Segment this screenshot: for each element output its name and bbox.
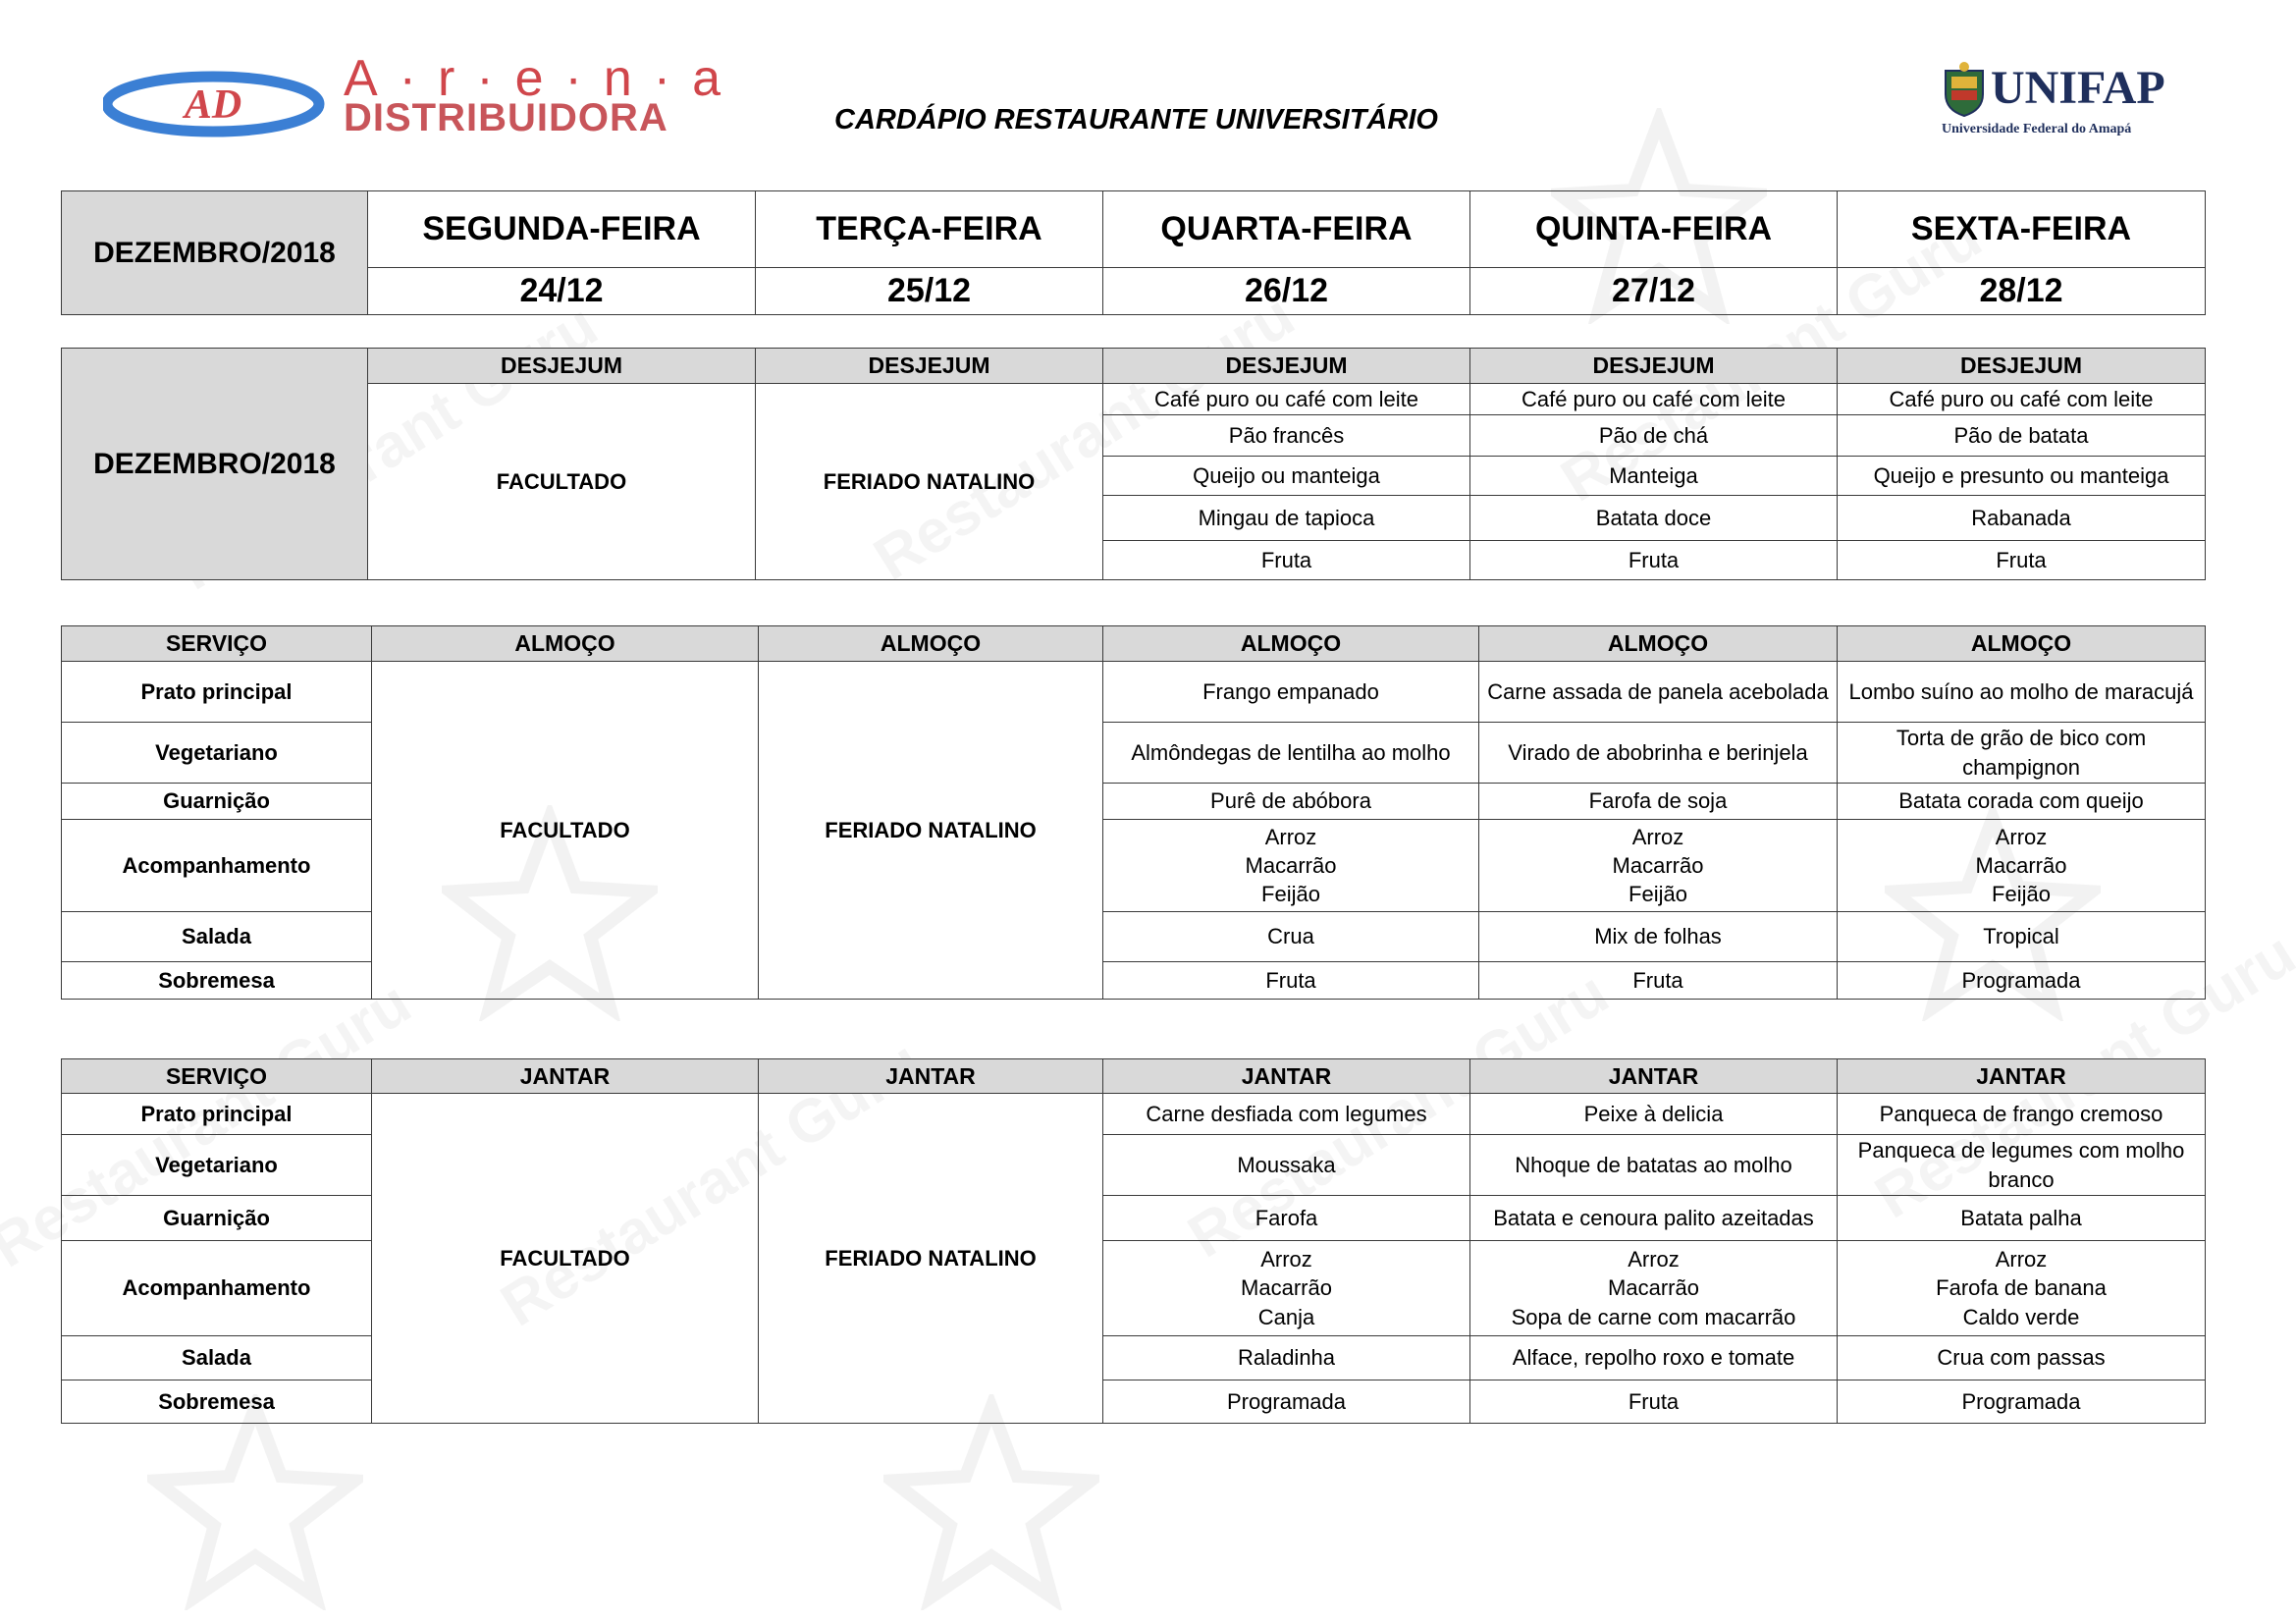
arena-swoosh-icon [103,65,329,143]
breakfast-table [61,348,2206,580]
dinner-item: Batata e cenoura palito azeitadas [1470,1196,1838,1241]
dinner-service-header: SERVIÇO [62,1059,372,1094]
dinner-item-line: Arroz [1260,1247,1312,1272]
breakfast-header-fri: DESJEJUM [1838,349,2206,384]
breakfast-item: Pão francês [1103,415,1470,457]
week-header-table [61,190,2206,315]
lunch-service-header: SERVIÇO [62,626,372,662]
lunch-item-line: Arroz [1631,824,1684,849]
lunch-service-label: Guarnição [62,784,372,820]
dinner-item: Carne desfiada com legumes [1103,1094,1470,1135]
dinner-item: Moussaka [1103,1135,1470,1196]
dinner-service-label: Acompanhamento [62,1241,372,1336]
watermark-star-icon [883,1394,1099,1610]
lunch-item-stack [1479,820,1838,912]
dinner-tue-closed: FERIADO NATALINO [759,1094,1103,1424]
breakfast-item: Queijo ou manteiga [1103,457,1470,496]
breakfast-tue-closed: FERIADO NATALINO [756,384,1103,580]
lunch-item-line: Arroz [1995,824,2048,849]
dinner-item-line: Macarrão [1608,1275,1699,1301]
breakfast-header-mon: DESJEJUM [368,349,756,384]
lunch-item: Frango empanado [1103,662,1479,723]
arena-mark: AD [184,82,242,128]
lunch-item-line: Feijão [1992,882,2051,907]
lunch-item-stack [1103,820,1479,912]
breakfast-header-thu: DESJEJUM [1470,349,1838,384]
breakfast-item: Batata doce [1470,496,1838,541]
dinner-service-label: Guarnição [62,1196,372,1241]
arena-sub: DISTRIBUIDORA [344,96,668,139]
lunch-header-thu: ALMOÇO [1479,626,1838,662]
dinner-header-thu: JANTAR [1470,1059,1838,1094]
dinner-item: Alface, repolho roxo e tomate [1470,1336,1838,1380]
lunch-item: Batata corada com queijo [1838,784,2206,820]
breakfast-item: Café puro ou café com leite [1470,384,1838,415]
dinner-item-line: Macarrão [1241,1275,1332,1301]
month-label: DEZEMBRO/2018 [62,191,368,315]
dinner-header-tue: JANTAR [759,1059,1103,1094]
dinner-item-line: Canja [1257,1304,1315,1329]
dinner-item: Programada [1103,1380,1470,1424]
breakfast-item: Café puro ou café com leite [1103,384,1470,415]
dinner-item: Panqueca de legumes com molho branco [1838,1135,2206,1196]
lunch-item-line: Macarrão [1975,852,2067,878]
lunch-service-label: Sobremesa [62,962,372,1000]
dinner-service-label: Salada [62,1336,372,1380]
breakfast-item: Manteiga [1470,457,1838,496]
dinner-item-stack [1838,1241,2206,1336]
lunch-header-mon: ALMOÇO [372,626,759,662]
lunch-header-wed: ALMOÇO [1103,626,1479,662]
dinner-service-label: Vegetariano [62,1135,372,1196]
breakfast-item: Fruta [1838,541,2206,580]
day-date-wed: 26/12 [1103,268,1470,315]
lunch-tue-closed: FERIADO NATALINO [759,662,1103,1000]
dinner-service-label: Sobremesa [62,1380,372,1424]
day-date-tue: 25/12 [756,268,1103,315]
lunch-item: Programada [1838,962,2206,1000]
lunch-item-line: Arroz [1264,824,1317,849]
lunch-header-fri: ALMOÇO [1838,626,2206,662]
dinner-item: Farofa [1103,1196,1470,1241]
dinner-item: Raladinha [1103,1336,1470,1380]
dinner-item-line: Farofa de banana [1936,1275,2107,1301]
day-name-tue: TERÇA-FEIRA [756,191,1103,268]
lunch-service-label: Acompanhamento [62,820,372,912]
dinner-item: Programada [1838,1380,2206,1424]
unifap-logo [1942,59,2187,147]
lunch-item: Fruta [1479,962,1838,1000]
dinner-item-line: Arroz [1995,1247,2048,1272]
unifap-name: UNIFAP [1991,62,2165,114]
lunch-item: Fruta [1103,962,1479,1000]
lunch-item: Mix de folhas [1479,912,1838,962]
lunch-service-label: Salada [62,912,372,962]
breakfast-mon-closed: FACULTADO [368,384,756,580]
dinner-item: Panqueca de frango cremoso [1838,1094,2206,1135]
breakfast-item: Fruta [1103,541,1470,580]
lunch-item-line: Feijão [1629,882,1687,907]
unifap-crest-icon [1942,61,1987,118]
lunch-item: Crua [1103,912,1479,962]
lunch-item: Torta de grão de bico com champignon [1838,723,2206,784]
breakfast-item: Pão de batata [1838,415,2206,457]
breakfast-item: Café puro ou café com leite [1838,384,2206,415]
dinner-header-wed: JANTAR [1103,1059,1470,1094]
lunch-item: Farofa de soja [1479,784,1838,820]
arena-word: A·r·e·n·a [344,50,743,107]
dinner-item: Nhoque de batatas ao molho [1470,1135,1838,1196]
lunch-service-label: Prato principal [62,662,372,723]
dinner-item-line: Sopa de carne com macarrão [1511,1304,1796,1329]
day-date-fri: 28/12 [1838,268,2206,315]
lunch-item: Tropical [1838,912,2206,962]
day-name-thu: QUINTA-FEIRA [1470,191,1838,268]
breakfast-item: Rabanada [1838,496,2206,541]
dinner-item-line: Caldo verde [1962,1304,2080,1329]
dinner-header-mon: JANTAR [372,1059,759,1094]
lunch-item-stack [1838,820,2206,912]
dinner-item-stack [1470,1241,1838,1336]
day-date-mon: 24/12 [368,268,756,315]
dinner-item: Fruta [1470,1380,1838,1424]
dinner-item-stack [1103,1241,1470,1336]
page-title: CARDÁPIO RESTAURANTE UNIVERSITÁRIO [834,104,1438,135]
lunch-table [61,625,2206,1000]
dinner-item: Crua com passas [1838,1336,2206,1380]
watermark-star-icon [147,1394,363,1610]
dinner-header-fri: JANTAR [1838,1059,2206,1094]
dinner-mon-closed: FACULTADO [372,1094,759,1424]
lunch-service-label: Vegetariano [62,723,372,784]
breakfast-item: Mingau de tapioca [1103,496,1470,541]
breakfast-month-label: DEZEMBRO/2018 [62,349,368,580]
lunch-item: Virado de abobrinha e berinjela [1479,723,1838,784]
breakfast-item: Fruta [1470,541,1838,580]
day-name-mon: SEGUNDA-FEIRA [368,191,756,268]
lunch-header-tue: ALMOÇO [759,626,1103,662]
dinner-item-line: Arroz [1628,1247,1680,1272]
lunch-item-line: Feijão [1261,882,1320,907]
lunch-item: Purê de abóbora [1103,784,1479,820]
lunch-item-line: Macarrão [1612,852,1704,878]
lunch-item: Carne assada de panela acebolada [1479,662,1838,723]
breakfast-header-tue: DESJEJUM [756,349,1103,384]
dinner-service-label: Prato principal [62,1094,372,1135]
lunch-mon-closed: FACULTADO [372,662,759,1000]
lunch-item-line: Macarrão [1245,852,1337,878]
breakfast-item: Pão de chá [1470,415,1838,457]
lunch-item: Lombo suíno ao molho de maracujá [1838,662,2206,723]
dinner-item: Peixe à delicia [1470,1094,1838,1135]
dinner-table [61,1058,2206,1424]
day-date-thu: 27/12 [1470,268,1838,315]
arena-distribuidora-logo [103,47,743,145]
breakfast-header-wed: DESJEJUM [1103,349,1470,384]
unifap-subtitle: Universidade Federal do Amapá [1942,122,2132,136]
dinner-item: Batata palha [1838,1196,2206,1241]
lunch-item: Almôndegas de lentilha ao molho [1103,723,1479,784]
day-name-fri: SEXTA-FEIRA [1838,191,2206,268]
breakfast-item: Queijo e presunto ou manteiga [1838,457,2206,496]
day-name-wed: QUARTA-FEIRA [1103,191,1470,268]
